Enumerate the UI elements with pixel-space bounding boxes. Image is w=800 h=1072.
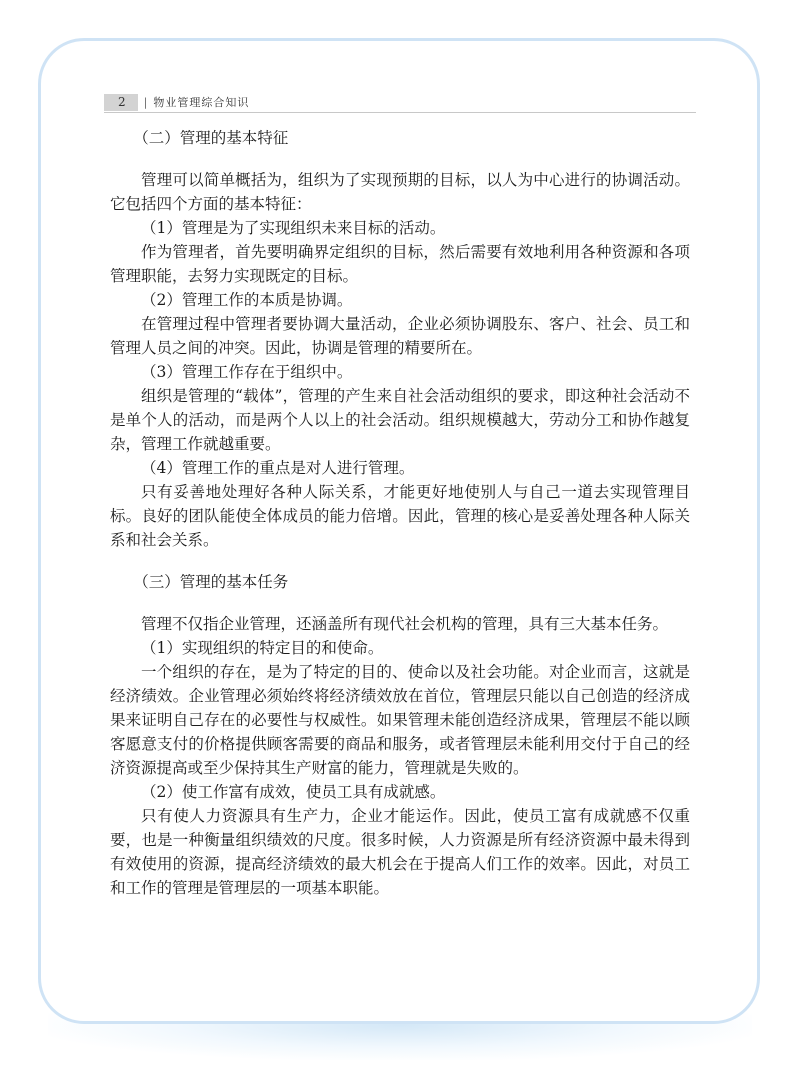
- page-header: [104, 92, 696, 113]
- list-item: （3）管理工作存在于组织中。: [141, 363, 353, 381]
- section-heading: （三）管理的基本任务: [133, 573, 289, 591]
- list-item: （2）使工作富有成效，使员工具有成就感。: [141, 783, 446, 801]
- paragraph: 只有妥善地处理好各种人际关系，才能更好地使别人与自己一道去实现管理目标。良好的团队能使全体成员的能力倍增。因此，管理的核心是妥善处理各种人际关系和社会关系。: [110, 483, 690, 549]
- book-title: 物业管理综合知识: [153, 96, 250, 109]
- list-item: （1）实现组织的特定目的和使命。: [141, 639, 384, 657]
- paragraph: 管理不仅指企业管理，还涵盖所有现代社会机构的管理，具有三大基本任务。: [141, 615, 669, 633]
- paragraph: 只有使人力资源具有生产力，企业才能运作。因此，使员工富有成就感不仅重要，也是一种衡量组织绩效的尺度。很多时候，人力资源是所有经济资源中最未得到有效使用的资源，提高经济绩效的最大机会在于提高人们工作的效率。因此，对员工和工作的管理是管理层的一项基本职能。: [110, 807, 690, 897]
- list-item: （1）管理是为了实现组织未来目标的活动。: [141, 219, 446, 237]
- section-heading: （二）管理的基本特征: [133, 129, 289, 147]
- list-item: （4）管理工作的重点是对人进行管理。: [141, 459, 415, 477]
- page-number: 2: [104, 94, 138, 111]
- page-content: [110, 120, 690, 900]
- header-separator: |: [143, 95, 148, 109]
- paragraph: 组织是管理的“载体”，管理的产生来自社会活动组织的要求，即这种社会活动不是单个人的活动，而是两个人以上的社会活动。组织规模越大，劳动分工和协作越复杂，管理工作就越重要。: [110, 387, 690, 453]
- paragraph: 一个组织的存在，是为了特定的目的、使命以及社会功能。对企业而言，这就是经济绩效。企业管理必须始终将经济绩效放在首位，管理层只能以自己创造的经济成果来证明自己存在的必要性与权威性。如果管理未能创造经济成果，管理层不能以顾客愿意支付的价格提供顾客需要的商品和服务，或者管理层未能利用交付于自己的经济资源提高或至少保持其生产财富的能力，管理就是失败的。: [110, 663, 690, 777]
- paragraph: 在管理过程中管理者要协调大量活动，企业必须协调股东、客户、社会、员工和管理人员之间的冲突。因此，协调是管理的精要所在。: [110, 315, 690, 357]
- list-item: （2）管理工作的本质是协调。: [141, 291, 353, 309]
- paragraph: 作为管理者，首先要明确界定组织的目标，然后需要有效地利用各种资源和各项管理职能，去努力实现既定的目标。: [110, 243, 690, 285]
- paragraph: 管理可以简单概括为，组织为了实现预期的目标，以人为中心进行的协调活动。它包括四个方面的基本特征：: [110, 171, 690, 213]
